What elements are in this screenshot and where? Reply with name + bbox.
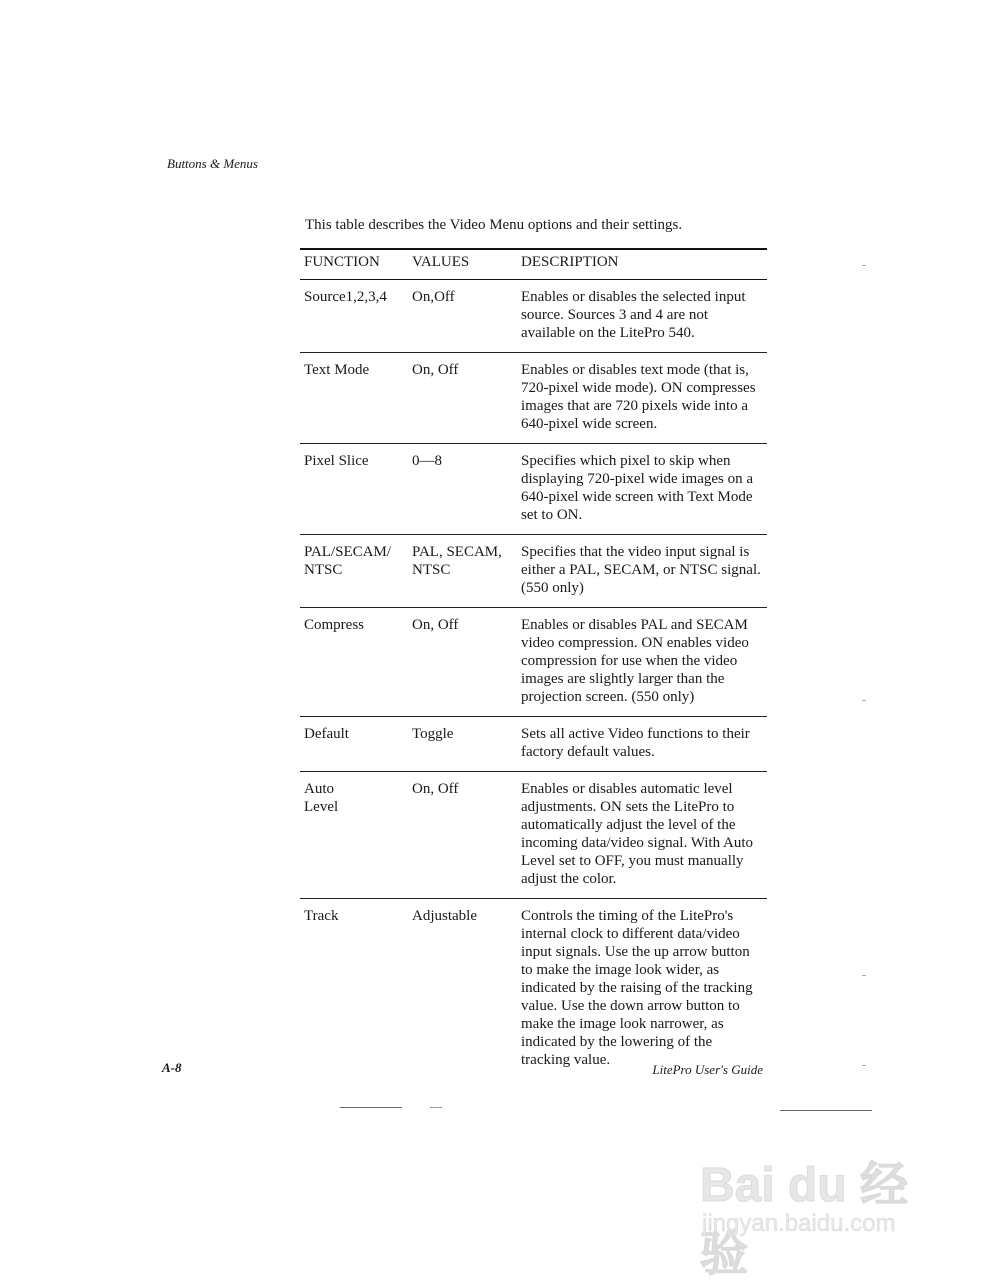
cell-values: On,Off <box>412 289 455 305</box>
cell-function: Pixel Slice <box>304 453 369 469</box>
page-number: A-8 <box>162 1060 182 1075</box>
cell-description: Specifies that the video input signal is either a PAL, SECAM, or NTSC signal. (550 only) <box>521 544 761 596</box>
scan-artifact-dash <box>862 975 866 976</box>
running-header: Buttons & Menus <box>167 156 258 171</box>
table-header <box>300 250 767 280</box>
cell-function: Text Mode <box>304 362 370 378</box>
table-row <box>300 444 767 535</box>
cell-values: On, Off <box>412 362 459 378</box>
cell-description: Enables or disables PAL and SECAM video compression. ON enables video compression for use when the video images are slightly larger than the projection screen. (550 only) <box>521 617 749 705</box>
watermark-logo <box>700 1130 940 1281</box>
table-row <box>300 899 767 1079</box>
col-header-description: DESCRIPTION <box>521 254 619 270</box>
cell-values: 0—8 <box>412 453 442 469</box>
footer-title: LitePro User's Guide <box>652 1062 763 1077</box>
intro-text: This table describes the Video Menu options and their settings. <box>305 217 683 233</box>
scan-artifact-dash <box>862 265 866 266</box>
video-menu-table <box>300 248 767 1079</box>
col-header-function: FUNCTION <box>304 254 380 270</box>
cell-description: Enables or disables the selected input source. Sources 3 and 4 are not available on the LitePro 540. <box>521 289 746 341</box>
cell-description: Sets all active Video functions to their factory default values. <box>521 726 750 760</box>
cell-values: Adjustable <box>412 908 477 924</box>
table-row <box>300 353 767 444</box>
watermark-url-text: jingyan.baidu.com <box>702 1210 896 1237</box>
cell-function: PAL/SECAM/ NTSC <box>304 544 391 578</box>
scan-artifact-dash <box>862 1065 866 1066</box>
cell-function: Compress <box>304 617 364 633</box>
table-row <box>300 772 767 899</box>
watermark-main-text: Bai du 经验 <box>700 1159 909 1281</box>
cell-function: Source1,2,3,4 <box>304 289 387 305</box>
table-row <box>300 608 767 717</box>
cell-values: PAL, SECAM, NTSC <box>412 544 502 578</box>
scan-artifact-line <box>430 1107 442 1108</box>
col-header-values: VALUES <box>412 254 470 270</box>
cell-values: On, Off <box>412 617 459 633</box>
cell-description: Controls the timing of the LitePro's internal clock to different data/video input signals. Use the up arrow button to make the image look wider, as indicated by the raising of the tracking value. Use the down arrow button to make the image look narrower, as indicated by the lowering of the tracking value. <box>521 908 753 1068</box>
table-row <box>300 280 767 353</box>
table-row <box>300 535 767 608</box>
cell-description: Enables or disables text mode (that is, 720-pixel wide mode). ON compresses images that are 720 pixels wide into a 640-pixel wide screen. <box>521 362 756 432</box>
scan-artifact-line <box>340 1107 402 1108</box>
scan-artifact-dash <box>862 700 866 701</box>
cell-description: Specifies which pixel to skip when displaying 720-pixel wide images on a 640-pixel wide screen with Text Mode set to ON. <box>521 453 754 523</box>
cell-function: Default <box>304 726 349 742</box>
cell-function: Track <box>304 908 339 924</box>
table-row <box>300 717 767 772</box>
cell-values: Toggle <box>412 726 454 742</box>
cell-values: On, Off <box>412 781 459 797</box>
scan-artifact-line <box>780 1110 872 1111</box>
cell-description: Enables or disables automatic level adjustments. ON sets the LitePro to automatically adjust the level of the incoming data/video signal. With Auto Level set to OFF, you must manually adjust the color. <box>521 781 754 887</box>
cell-function: Auto Level <box>304 781 339 815</box>
